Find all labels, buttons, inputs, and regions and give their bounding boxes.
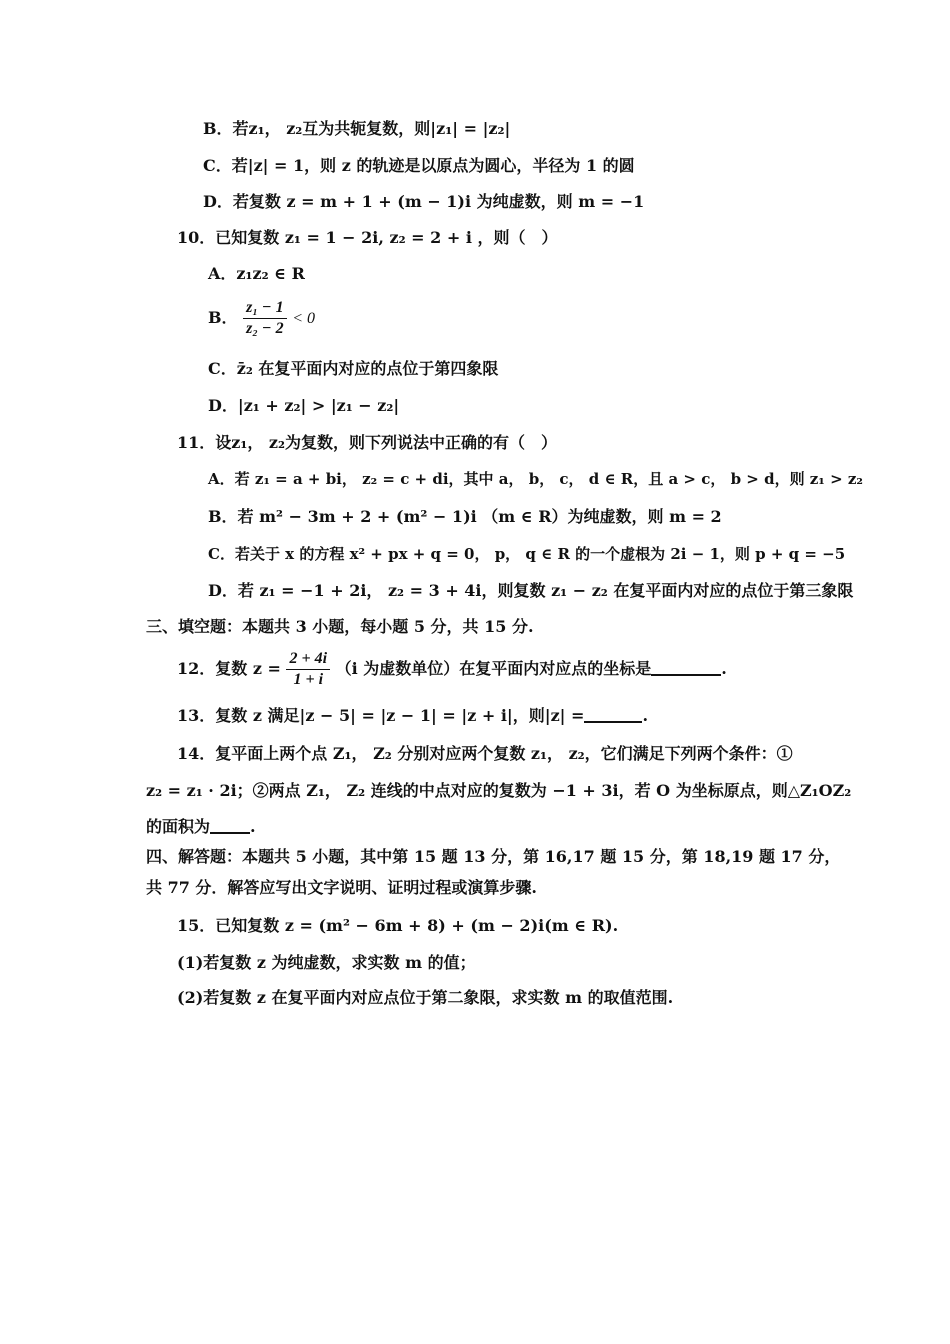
option-label: C． — [203, 156, 232, 175]
fraction-denominator: 1 + i — [293, 671, 324, 688]
fraction — [286, 649, 330, 690]
q11-option-a — [208, 467, 863, 491]
option-text: z̄₂ 在复平面内对应的点位于第四象限 — [236, 359, 499, 378]
q12 — [177, 647, 727, 691]
q9-option-c — [203, 154, 635, 178]
q15-part-1: (1)若复数 z 为纯虚数，求实数 m 的值； — [177, 953, 476, 972]
q14-line-1: 14．复平面上两个点 Z₁， Z₂ 分别对应两个复数 z₁， z₂，它们满足下列两个条件：① — [177, 744, 793, 763]
q11-option-d — [208, 579, 853, 603]
q10-option-a — [208, 262, 305, 286]
period: . — [250, 817, 256, 836]
q13 — [177, 704, 648, 728]
inequality-tail: < 0 — [292, 310, 315, 327]
q11-stem: 11．设z₁， z₂为复数，则下列说法中正确的有（ ） — [177, 433, 558, 452]
fraction-numerator: 2 + 4i — [286, 649, 330, 670]
option-label: B． — [208, 507, 238, 526]
q11-option-b — [208, 505, 722, 529]
option-text: |z₁ + z₂| > |z₁ − z₂| — [237, 396, 400, 415]
q13-text: 13．复数 z 满足|z − 5| = |z − 1| = |z + i|，则|z| = — [177, 706, 585, 725]
fraction-denominator: z₂ − 2 — [246, 320, 284, 337]
q12-suffix: （i 为虚数单位）在复平面内对应点的坐标是 — [335, 659, 652, 678]
option-label: A． — [208, 264, 237, 283]
fraction — [243, 298, 287, 339]
option-label: A． — [208, 470, 235, 488]
option-label: D． — [208, 396, 238, 415]
q9-option-d — [203, 190, 644, 214]
option-text: 若z₁， z₂互为共轭复数，则|z₁| = |z₂| — [232, 119, 511, 138]
q10-stem: 10．已知复数 z₁ = 1 − 2i, z₂ = 2 + i ，则（ ） — [177, 228, 558, 247]
q15-stem: 15．已知复数 z = (m² − 6m + 8) + (m − 2)i(m ∈ R). — [177, 916, 619, 935]
option-text: 若 z₁ = −1 + 2i， z₂ = 3 + 4i，则复数 z₁ − z₂ 在复平面内对应的点位于第三象限 — [237, 581, 854, 600]
answer-blank[interactable] — [210, 816, 250, 834]
answer-blank[interactable] — [651, 658, 721, 676]
option-text: 若 z₁ = a + bi， z₂ = c + di，其中 a， b， c， d ∈ R，且 a > c， b > d，则 z₁ > z₂ — [234, 470, 863, 488]
option-label: B． — [208, 308, 238, 327]
option-text: 若|z| = 1，则 z 的轨迹是以原点为圆心，半径为 1 的圆 — [231, 156, 635, 175]
option-text: z₁z₂ ∈ R — [236, 264, 305, 283]
section-3-heading: 三、填空题：本题共 3 小题，每小题 5 分，共 15 分. — [146, 617, 534, 636]
option-text: 若 m² − 3m + 2 + (m² − 1)i （m ∈ R）为纯虚数，则 m = 2 — [237, 507, 722, 526]
option-label: C． — [208, 545, 235, 563]
q10-option-d — [208, 394, 399, 418]
q10-option-c — [208, 357, 498, 381]
period: . — [721, 659, 727, 678]
q9-option-b — [203, 117, 510, 141]
section-4-heading-line-2: 共 77 分．解答应写出文字说明、证明过程或演算步骤. — [146, 878, 537, 897]
section-4-heading-line-1: 四、解答题：本题共 5 小题，其中第 15 题 13 分，第 16,17 题 15 分，第 18,19 题 17 分， — [146, 847, 841, 866]
fraction-numerator: z₁ − 1 — [243, 298, 287, 319]
q14-line-3 — [146, 815, 256, 839]
q15-part-2: (2)若复数 z 在复平面内对应点位于第二象限，求实数 m 的取值范围. — [177, 988, 674, 1007]
option-label: B． — [203, 119, 233, 138]
option-text: 若复数 z = m + 1 + (m − 1)i 为纯虚数，则 m = −1 — [232, 192, 645, 211]
option-text: 若关于 x 的方程 x² + px + q = 0， p， q ∈ R 的一个虚根为 2i − 1，则 p + q = −5 — [234, 545, 846, 563]
option-label: D． — [208, 581, 238, 600]
period: . — [642, 706, 649, 725]
q14-text: 的面积为 — [146, 817, 211, 836]
q14-line-2: z₂ = z₁ · 2i；②两点 Z₁， Z₂ 连线的中点对应的复数为 −1 + 3i，若 O 为坐标原点，则△Z₁OZ₂ — [146, 781, 852, 800]
q10-option-b — [208, 296, 315, 341]
option-label: D． — [203, 192, 233, 211]
q12-prefix: 12．复数 z = — [177, 659, 281, 678]
option-label: C． — [208, 359, 237, 378]
q11-option-c — [208, 542, 845, 566]
answer-blank[interactable] — [584, 705, 642, 723]
